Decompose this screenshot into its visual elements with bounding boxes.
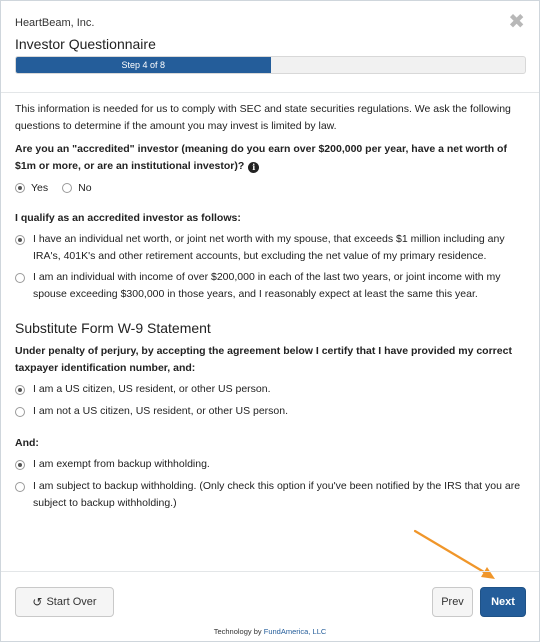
prev-button[interactable]: Prev	[432, 587, 473, 617]
technology-credit	[1, 627, 539, 636]
radio-income[interactable]	[15, 273, 25, 283]
start-over-label: Start Over	[46, 596, 97, 608]
progress-label: Step 4 of 8	[121, 60, 166, 70]
intro-text: This information is needed for us to comply with SEC and state securities regulations. We ask the following questions to determine if the amount you may invest is limited by law.	[15, 103, 511, 132]
backup-option-subject[interactable]	[15, 478, 527, 512]
accredited-options	[15, 182, 527, 194]
qualify-question: I qualify as an accredited investor as follows:	[15, 212, 241, 224]
close-icon[interactable]: ✖	[508, 11, 525, 33]
radio-accredited-yes[interactable]	[15, 183, 25, 193]
w9-section-title: Substitute Form W-9 Statement	[15, 320, 211, 336]
next-button[interactable]: Next	[480, 587, 526, 617]
fundamerica-link[interactable]: FundAmerica, LLC	[263, 627, 327, 636]
radio-accredited-no[interactable]	[62, 183, 72, 193]
w9-question: Under penalty of perjury, by accepting the agreement below I certify that I have provided my correct taxpayer identification number, and:	[15, 345, 512, 374]
backup-question: And:	[15, 437, 39, 449]
radio-label-us-person: I am a US citizen, US resident, or other US person.	[33, 383, 271, 395]
radio-us-person[interactable]	[15, 385, 25, 395]
w9-option-us-person[interactable]	[15, 381, 527, 398]
modal-header	[1, 1, 539, 93]
radio-subject[interactable]	[15, 482, 25, 492]
questionnaire-body	[15, 101, 527, 512]
accredited-question: Are you an "accredited" investor (meaning do you earn over $200,000 per year, have a net worth of $1m or more, or are an institutional investor)? i	[15, 143, 507, 172]
start-over-button[interactable]	[15, 587, 114, 617]
undo-icon: ↺	[32, 595, 43, 609]
qualify-option-net-worth[interactable]	[15, 231, 527, 265]
radio-label-yes: Yes	[31, 182, 49, 194]
backup-option-exempt[interactable]	[15, 456, 527, 473]
radio-label-subject: I am subject to backup withholding. (Only check this option if you've been notified by the IRS that you are subject to backup withholding.)	[33, 480, 521, 509]
radio-label-not-us-person: I am not a US citizen, US resident, or other US person.	[33, 405, 289, 417]
radio-net-worth[interactable]	[15, 235, 25, 245]
radio-exempt[interactable]	[15, 460, 25, 470]
tech-prefix: Technology by	[213, 627, 264, 636]
radio-label-income: I am an individual with income of over $200,000 in each of the last two years, or joint income with my spouse exceeding $300,000 in those years, and I reasonably expect at least the same this year.	[33, 271, 501, 300]
w9-option-not-us-person[interactable]	[15, 403, 527, 420]
modal-footer	[1, 571, 539, 641]
company-name: HeartBeam, Inc.	[15, 17, 95, 29]
radio-not-us-person[interactable]	[15, 407, 25, 417]
radio-label-no: No	[78, 182, 92, 194]
progress-bar	[15, 56, 526, 74]
radio-label-net-worth: I have an individual net worth, or joint net worth with my spouse, that exceeds $1 million including any IRA's, 401K's and other retirement accounts, but excluding the net value of my primary residence.	[33, 233, 505, 262]
qualify-option-income[interactable]	[15, 269, 527, 303]
radio-label-exempt: I am exempt from backup withholding.	[33, 458, 210, 470]
info-icon[interactable]: i	[248, 162, 259, 173]
page-title: Investor Questionnaire	[15, 36, 156, 52]
